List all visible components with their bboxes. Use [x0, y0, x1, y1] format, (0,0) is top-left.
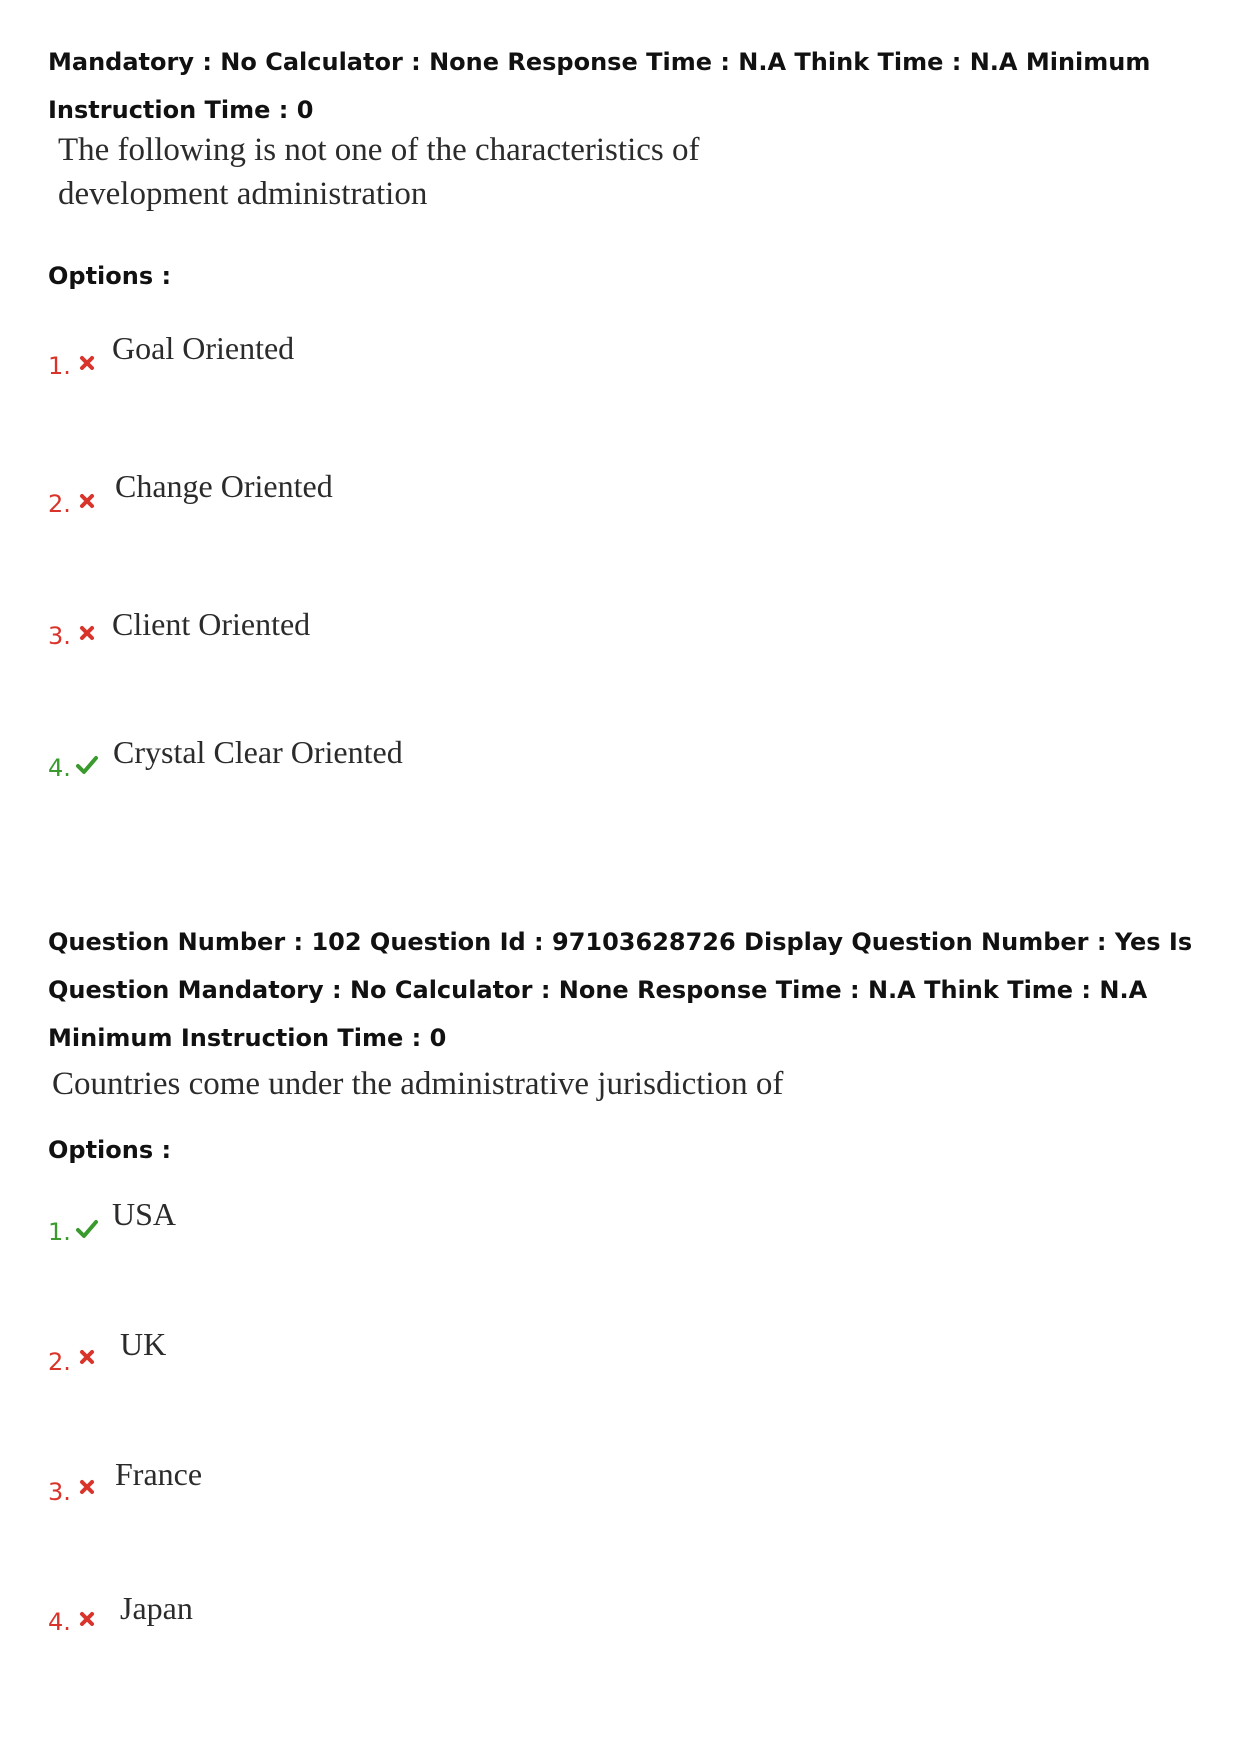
option-text: USA — [112, 1196, 177, 1232]
option-number: 4. — [48, 754, 71, 782]
options-label: Options : — [48, 1136, 172, 1164]
option-4 — [48, 734, 748, 794]
question-meta: Question Number : 102 Question Id : 97103628726 Display Question Number : Yes Is Question Mandatory : No Calculator : None Response Time : N.A Think Time : N.A Minimum Instruction Time : 0 — [48, 928, 1193, 1052]
cross-icon — [76, 1346, 98, 1368]
option-text: Japan — [120, 1590, 193, 1626]
option-text: UK — [120, 1326, 167, 1362]
option-text: Goal Oriented — [112, 330, 295, 366]
option-4 — [48, 1590, 748, 1650]
option-number: 3. — [48, 622, 71, 650]
cross-icon — [76, 490, 98, 512]
cross-icon — [76, 1476, 98, 1498]
options-label: Options : — [48, 262, 172, 290]
option-text: France — [115, 1456, 203, 1492]
option-text: Client Oriented — [112, 606, 311, 642]
check-icon — [76, 754, 98, 776]
question-text: Countries come under the administrative jurisdiction of — [52, 1066, 784, 1102]
option-3 — [48, 606, 748, 666]
check-icon — [76, 1218, 98, 1240]
cross-icon — [76, 622, 98, 644]
option-text: Change Oriented — [115, 468, 333, 504]
question-text: The following is not one of the characteristics of development administration — [58, 132, 700, 212]
option-2 — [48, 468, 748, 528]
cross-icon — [76, 1608, 98, 1630]
option-number: 2. — [48, 1348, 71, 1376]
option-number: 2. — [48, 490, 71, 518]
option-number: 3. — [48, 1478, 71, 1506]
cross-icon — [76, 352, 98, 374]
option-3 — [48, 1456, 748, 1516]
option-text: Crystal Clear Oriented — [113, 734, 403, 770]
question-meta: Mandatory : No Calculator : None Response Time : N.A Think Time : N.A Minimum Instruction Time : 0 — [48, 48, 1151, 124]
option-1 — [48, 330, 748, 390]
option-number: 4. — [48, 1608, 71, 1636]
option-1 — [48, 1196, 748, 1256]
option-number: 1. — [48, 1218, 71, 1246]
option-2 — [48, 1326, 748, 1386]
option-number: 1. — [48, 352, 71, 380]
